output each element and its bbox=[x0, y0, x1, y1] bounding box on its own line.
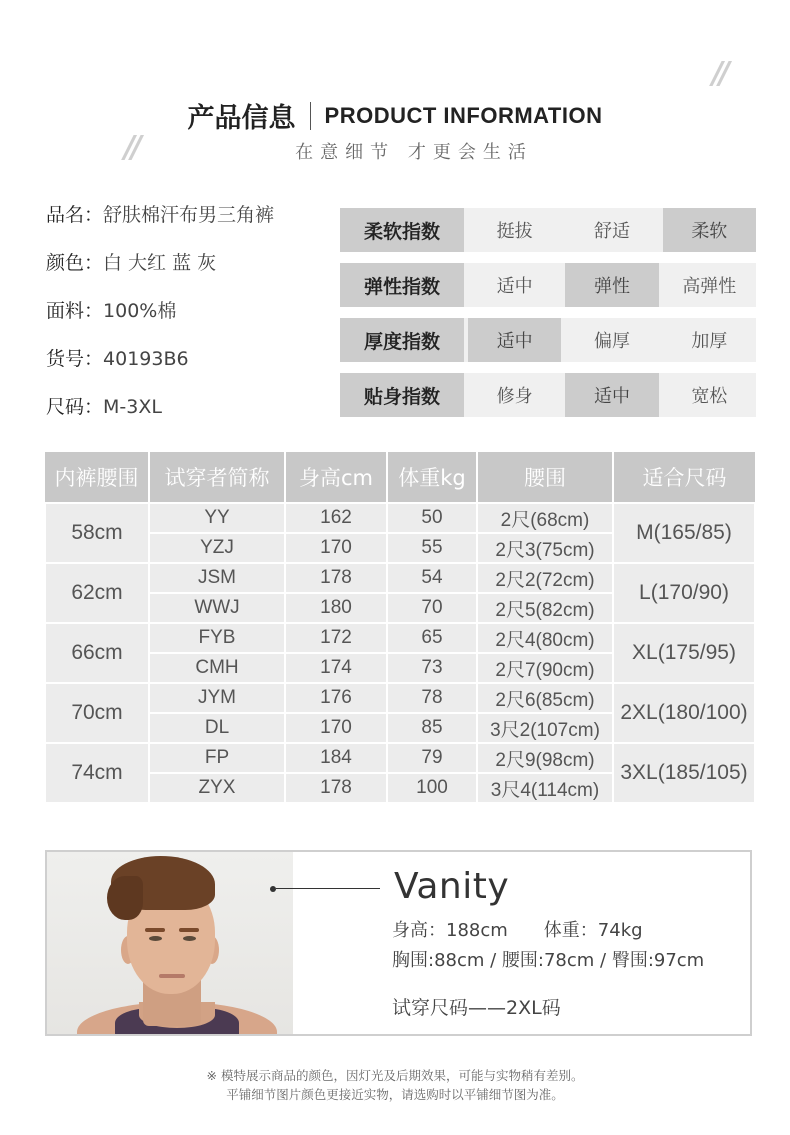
table-cell: 176 bbox=[285, 683, 387, 713]
table-cell: 2尺4(80cm) bbox=[477, 623, 613, 653]
model-measurements: 胸围:88cm / 腰围:78cm / 臀围:97cm bbox=[392, 950, 705, 971]
index-option: 高弹性 bbox=[682, 276, 737, 297]
fit-size-cell: 3XL(185/105) bbox=[613, 743, 755, 803]
table-cell: ZYX bbox=[149, 773, 285, 803]
spec-key: 尺码： bbox=[46, 396, 104, 418]
fit-size-cell: XL(175/95) bbox=[613, 623, 755, 683]
spec-item-fabric bbox=[46, 296, 274, 344]
table-cell: 2尺5(82cm) bbox=[477, 593, 613, 623]
spec-key: 颜色： bbox=[46, 252, 104, 274]
table-row bbox=[45, 623, 755, 653]
footer-note: ※ 模特展示商品的颜色，因灯光及后期效果，可能与实物稍有差别。 bbox=[206, 1068, 584, 1083]
spec-value: 白 大红 蓝 灰 bbox=[103, 252, 217, 274]
index-label: 贴身指数 bbox=[340, 373, 464, 417]
index-option-selected: 适中 bbox=[565, 373, 658, 417]
table-cell: 172 bbox=[285, 623, 387, 653]
index-option: 挺拔 bbox=[496, 221, 533, 242]
table-cell: 50 bbox=[387, 503, 477, 533]
table-cell: 178 bbox=[285, 563, 387, 593]
decorative-quote-mark: // bbox=[124, 130, 138, 165]
pointer-dot-icon bbox=[270, 886, 276, 892]
table-cell: 170 bbox=[285, 713, 387, 743]
index-table bbox=[340, 208, 756, 428]
table-cell: JYM bbox=[149, 683, 285, 713]
column-header: 适合尺码 bbox=[613, 452, 755, 503]
spec-list bbox=[46, 200, 274, 440]
model-photo bbox=[47, 852, 293, 1034]
model-height: 身高：188cm bbox=[392, 920, 508, 941]
spec-value: 100%棉 bbox=[103, 300, 177, 322]
table-cell: 170 bbox=[285, 533, 387, 563]
model-fit-size: 试穿尺码——2XL码 bbox=[392, 997, 561, 1019]
column-header: 体重kg bbox=[387, 452, 477, 503]
model-name: Vanity bbox=[394, 866, 510, 907]
fit-size-cell: M(165/85) bbox=[613, 503, 755, 563]
spec-value: 舒肤棉汗布男三角裤 bbox=[103, 204, 275, 226]
table-cell: DL bbox=[149, 713, 285, 743]
waist-size-cell: 62cm bbox=[45, 563, 149, 623]
table-cell: 70 bbox=[387, 593, 477, 623]
index-option: 加厚 bbox=[691, 331, 728, 352]
table-cell: 73 bbox=[387, 653, 477, 683]
index-label: 厚度指数 bbox=[340, 318, 464, 362]
title-divider bbox=[310, 102, 311, 130]
index-option-selected: 柔软 bbox=[663, 208, 756, 252]
index-option: 舒适 bbox=[593, 221, 630, 242]
spec-item-sku bbox=[46, 344, 274, 392]
index-label: 弹性指数 bbox=[340, 263, 464, 307]
table-cell: FP bbox=[149, 743, 285, 773]
decorative-quote-mark: // bbox=[712, 56, 726, 91]
table-cell: 2尺2(72cm) bbox=[477, 563, 613, 593]
table-row bbox=[45, 743, 755, 773]
index-row bbox=[340, 208, 756, 252]
index-row bbox=[340, 318, 756, 362]
table-cell: 162 bbox=[285, 503, 387, 533]
spec-key: 品名： bbox=[46, 204, 104, 226]
index-option: 宽松 bbox=[691, 386, 728, 407]
column-header: 试穿者简称 bbox=[149, 452, 285, 503]
table-cell: 3尺4(114cm) bbox=[477, 773, 613, 803]
column-header: 身高cm bbox=[285, 452, 387, 503]
waist-size-cell: 70cm bbox=[45, 683, 149, 743]
table-cell: 79 bbox=[387, 743, 477, 773]
table-cell: 2尺7(90cm) bbox=[477, 653, 613, 683]
table-cell: 3尺2(107cm) bbox=[477, 713, 613, 743]
model-weight: 体重：74kg bbox=[543, 920, 643, 941]
table-cell: 2尺3(75cm) bbox=[477, 533, 613, 563]
waist-size-cell: 58cm bbox=[45, 503, 149, 563]
footer-note: 平铺细节图片颜色更接近实物，请选购时以平铺细节图为准。 bbox=[226, 1087, 564, 1102]
table-cell: 2尺6(85cm) bbox=[477, 683, 613, 713]
title-chinese: 产品信息 bbox=[187, 103, 296, 134]
table-cell: 54 bbox=[387, 563, 477, 593]
table-cell: 180 bbox=[285, 593, 387, 623]
table-cell: YY bbox=[149, 503, 285, 533]
spec-item-color bbox=[46, 248, 274, 296]
spec-key: 面料： bbox=[46, 300, 104, 322]
table-cell: 174 bbox=[285, 653, 387, 683]
table-cell: 178 bbox=[285, 773, 387, 803]
model-body-stats bbox=[392, 916, 643, 942]
fit-size-cell: 2XL(180/100) bbox=[613, 683, 755, 743]
index-row bbox=[340, 263, 756, 307]
table-cell: 2尺9(98cm) bbox=[477, 743, 613, 773]
spec-key: 货号： bbox=[46, 348, 104, 370]
spec-item-size bbox=[46, 392, 274, 440]
table-cell: FYB bbox=[149, 623, 285, 653]
section-header bbox=[0, 96, 790, 135]
table-cell: 65 bbox=[387, 623, 477, 653]
table-cell: 184 bbox=[285, 743, 387, 773]
table-row bbox=[45, 503, 755, 533]
table-cell: 2尺(68cm) bbox=[477, 503, 613, 533]
size-table bbox=[44, 452, 756, 804]
table-row bbox=[45, 563, 755, 593]
column-header: 腰围 bbox=[477, 452, 613, 503]
index-option-selected: 弹性 bbox=[565, 263, 658, 307]
fit-size-cell: L(170/90) bbox=[613, 563, 755, 623]
size-table-header-row bbox=[45, 452, 755, 503]
index-label: 柔软指数 bbox=[340, 208, 464, 252]
subtitle: 在意细节 才更会生活 bbox=[295, 142, 533, 163]
index-option: 修身 bbox=[496, 386, 533, 407]
index-option-selected: 适中 bbox=[468, 318, 561, 362]
spec-value: M-3XL bbox=[103, 396, 162, 418]
table-cell: JSM bbox=[149, 563, 285, 593]
table-cell: CMH bbox=[149, 653, 285, 683]
pointer-line bbox=[276, 888, 380, 889]
index-option: 适中 bbox=[496, 276, 533, 297]
waist-size-cell: 74cm bbox=[45, 743, 149, 803]
table-cell: WWJ bbox=[149, 593, 285, 623]
table-cell: 100 bbox=[387, 773, 477, 803]
title-english: PRODUCT INFORMATION bbox=[324, 102, 603, 128]
table-cell: 78 bbox=[387, 683, 477, 713]
column-header: 内裤腰围 bbox=[45, 452, 149, 503]
size-table-body bbox=[45, 503, 755, 803]
table-cell: 55 bbox=[387, 533, 477, 563]
index-option: 偏厚 bbox=[593, 331, 630, 352]
table-cell: 85 bbox=[387, 713, 477, 743]
spec-item-name bbox=[46, 200, 274, 248]
waist-size-cell: 66cm bbox=[45, 623, 149, 683]
table-cell: YZJ bbox=[149, 533, 285, 563]
spec-value: 40193B6 bbox=[103, 348, 189, 370]
table-row bbox=[45, 683, 755, 713]
index-row bbox=[340, 373, 756, 417]
